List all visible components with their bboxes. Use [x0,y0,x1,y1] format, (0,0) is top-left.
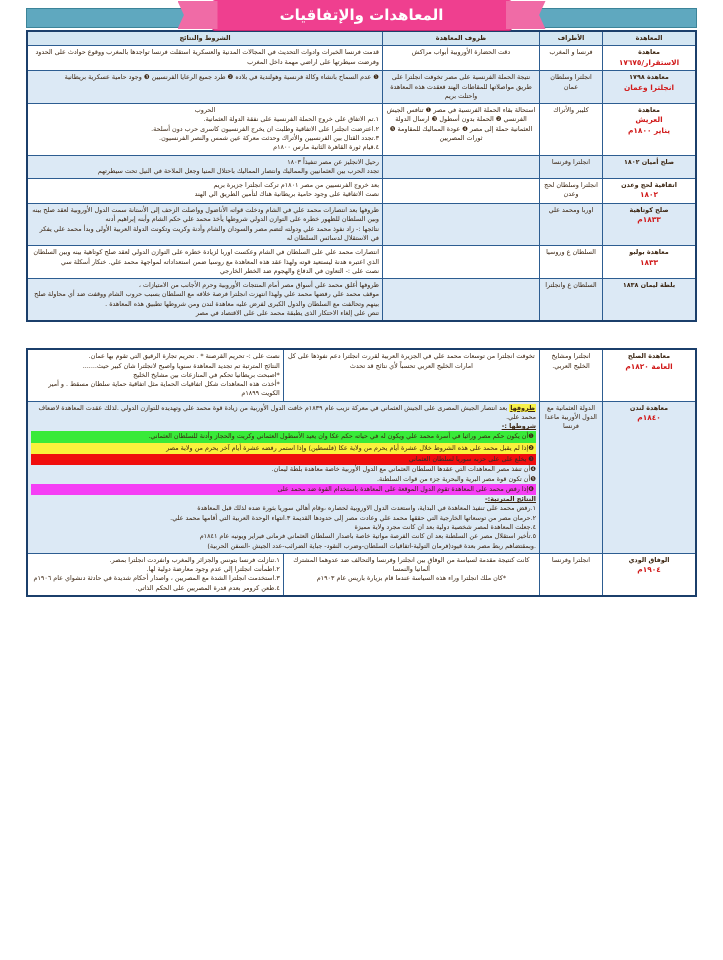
col-header-treaty: المعاهدة [603,31,697,46]
terms-heading: الحروب [194,106,216,115]
treaty-name-cell [603,71,697,104]
conditions-label: شروطها :- [501,422,536,431]
table-row [27,179,696,204]
treaty-name: معاهدة بولبو [629,248,669,257]
table1-header-row [27,31,696,46]
treaty-terms-cell: ❶ عدم السماح بانشاء وكالة فرنسية وهولندية في بلاده ❷ طرد جميع الرعايا الفرنسيين ❸ وجود حامية عسكرية بريطانية [27,71,383,104]
treaty-name: اتفاقية لحج وعدن [621,181,677,190]
table-row [27,553,696,596]
condition-item: ❸ يخلع على على حزبه سوريا لسلطان العثماني [31,454,536,465]
table-row [27,46,696,71]
treaty-name-sub: ١٨٠٢ [639,190,659,200]
ribbon [212,0,512,30]
treaty-parties-cell: اوربا ومحمد علي [540,204,603,246]
title-banner [0,0,723,30]
treaty-name-cell [603,46,697,71]
treaty-details-cell [27,401,540,553]
condition-item: ❻إذا رفض محمد على المعاهدة تقوم الدول الموقعة على المعاهدة باستخدام القوة ضد محمد على [31,484,536,495]
treaty-name-cell [603,349,697,401]
treaty-name-cell [603,279,697,322]
treaty-parties-cell: كليبر والأتراك [540,104,603,155]
treaty-name-sub: انجلترا وعمان [623,82,675,92]
treaty-name: بلطة ليمان ١٨٣٨ [622,281,676,290]
treaty-circumstances-cell [383,279,540,322]
treaty-terms-cell: رحيل الانجليز عن مصر تنفيذاً ١٨٠٣ تجدد الحرب بين العثمانيين والمماليك وانتصار المماليك باحتلال المنيا وجعل الملاحة في النيل تحت سيطرتهم [27,155,383,179]
table-row [27,155,696,179]
table-separator [0,322,723,348]
results-block: ١.رفض محمد على تنفيذ المعاهدة في البداية، واستعدت الدول الاوروبية لحصاره ،وقام أهالي سوريا بثورة ضده لذلك قبل المعاهدة ٢.حرمان مصر من توسعاتها الخارجية التي حققها محمد علي وعادت مصر إلى حدودها القديمة ٣.انتهاء الوحدة العربية التي أقامها محمد علي. ٤.جعلت المعاهدة لمصر شخصية دولية بعد ان كانت مجرد ولاية مميزة ٥.تأخير استقلال مصر عن السلطنة بعد ان كانت الفرصة مواتية خاصة باصدار السلطان العثماني فرمانى فبراير ويونيه عام ١٨٤١م .وبمقتضاهم ربط مصر بعدة قيود(فرمان التولية-اتفاقيات السلطان-وضرب النقود- جباية الضرائب-عدد الجيش -السفن الحربية) [170,504,536,550]
condition-item: ❺أن تكون قوة مصر البرية والبحرية جزء من قوات السلطنة. [376,474,536,483]
treaty-parties-cell: انجلترا وسلطان لحج وعدن [540,179,603,204]
treaty-name: معاهدة [638,106,660,115]
treaty-terms-cell: قدمت فرنسا الخبرات وادوات التحديث في المجالات المدنية والعسكرية استقلت فرنسا تواجدها بالمغرب ووقوع حوادث على الحدود وفرضت سيطرتها على اراضي مهمة داخل المغرب [27,46,383,71]
treaty-name-sub: الاستقرار/١٧٦٧٥ [618,57,680,67]
treaty-name-sub: العامة ١٨٢٠م [625,361,673,371]
treaty-name: صلح كوتاهية [629,206,669,215]
treaty-name-cell [603,401,697,553]
treaty-name-sub: ١٨٣٣ [639,257,659,267]
table1-header [27,31,696,46]
treaty-circumstances-cell [383,179,540,204]
treaty-parties-cell: الدولة العثمانية مع الدول الأوربية ماعدا فرنسا [540,401,603,553]
table-row [27,104,696,155]
treaty-circumstances-cell [383,246,540,279]
col-header-terms: الشروط والنتائج [27,31,383,46]
treaties-table-2 [26,348,697,597]
treaty-parties-cell: انجلترا وفرنسا [540,155,603,179]
treaty-circumstances-cell [383,155,540,179]
treaty-name-cell [603,155,697,179]
col-header-parties: الأطراف [540,31,603,46]
table-row [27,401,696,553]
treaty-parties-cell: فرنسا و المغرب [540,46,603,71]
treaties-table-1 [26,30,697,322]
page-title: المعاهدات والإتفاقيات [279,6,444,24]
treaty-circumstances-cell: دقت الحضارة الأوروبية أبواب مراكش [383,46,540,71]
treaty-terms-cell: الحروب ١.تم الاتفاق على خروج الحملة الفرنسية على نفقة الدولة العثمانية. ٢.اعترضت انجلترا على الاتفاقية وطلبت ان يخرج الفرنسيون كاسرى حرب دون أسلحة. ٣.تجدد القتال بين الفرنسيين والأتراك وحدثت معركة عين شمس والنصر الفرنسيون. ٤.قيام ثورة القاهرة الثانية مارس ١٨٠٠م [27,104,383,155]
treaty-name-cell [603,204,697,246]
treaty-name: الوفاق الودي [628,555,670,564]
table-row [27,71,696,104]
table-row [27,279,696,322]
table1-body [27,46,696,321]
circumstances-block: ظروفها بعد انتصار الجيش المصرى على الجيش العثماني في معركة نزيب عام ١٨٣٩م خافت الدول الأوربية من زيادة قوة محمد علي وتهديده للتوازن الدولي .لذلك عقدت المعاهدة لاضعاف محمد علي. [38,403,536,421]
treaty-parties-cell: السلطان ع وروسيا [540,246,603,279]
condition-item: ❷إذا لم يقبل محمد على هذه الشروط خلال عشرة أيام يحرم من ولاية عكا (فلسطين) وإذا استمر رفضه عشرة أيام آخر يحرم من ولاية مصر [31,443,536,454]
treaty-name: معاهدة لندن [629,403,669,412]
treaty-name-sub2: يناير ١٨٠٠م [628,126,670,136]
treaty-terms-cell: ظروفها بعد انتصارات محمد علي في الشام ودخلت قواته الأناضول وواصلت الزحف إلى الأستانة سمت الدول الأوروبية لعقد صلح بينه وبين السلطان للظهور خطره على التوازن الدولي شروطها يأخذ محمد علي حكم الشام وأبنه إبراهيم أدنه نتائجها :- زاد نفوذ محمد علي ودولته لتضم مصر والسودان والشام وأدنة وكريت وتكونت الدولة العربية الأولى وبدأ محمد علي يفكر في الاستقلال لدسائس السلطان له [27,204,383,246]
treaty-name: معاهدة ١٧٩٨ [629,73,669,82]
treaty-name-sub: ١٨٣٣م [637,215,661,225]
table-row [27,204,696,246]
treaty-circumstances-cell: تخوفت انجلترا من توسعات محمد علي في الجزيرة العربية لقررت انجلترا دعم نفوذها على كل امارات الخليج العربي تحسباً لأي نتائج قد تحدث [283,349,539,401]
treaty-terms-cell: بعد خروج الفرنسيين من مصر ١٨٠١م تركت انجلترا جزيرة بريم نصت الاتفاقية على وجود حامية بريطانية هناك لتأمين الطريق الي الهند [27,179,383,204]
treaty-name-sub: العريش [635,115,663,125]
table2-body [27,349,696,596]
condition-item: ❶أن يكون حكم مصر وراثيا في أسرة محمد علي ويكون له في حياته حكم عكا وان يعيد الأسطول العثماني وكريت والحجاز وأدنة للسلطان العثماني. [31,431,536,442]
table-row [27,349,696,401]
results-label: النتائج المترتبة:- [485,495,536,504]
treaty-terms-cell: ١.تنازلت فرنسا بتونس والجزائر والمغرب وانفردت انجلترا بمصر. ٢.اطمأنت انجلترا إلي عدم وجود معارضة دولية لها. ٣.استخدمت انجلترا الشدة مع المصريين ، واصدار أحكام شديدة في حادثة دنشواي عام ١٩٠٦م ٤.طعن كرومر بعدم قدرة المصريين على الحكم الذاتي. [27,553,283,596]
treaty-circumstances-cell: استحالة بقاء الحملة الفرنسية في مصر ❶ تنافس الجيش الفرنسي ❷ الحملة بدون أسطول ❸ ارسال الدولة العثمانية حملة إلى مصر ❹ عودة المماليك للمقاومة ❺ ثورات المصريين [383,104,540,155]
circumstances-label: ظروفها [510,403,535,412]
col-header-circumstances: ظروف المعاهدة [383,31,540,46]
treaty-name-cell [603,246,697,279]
treaty-circumstances-cell [383,204,540,246]
treaty-parties-cell: السلطان ع وانجلترا [540,279,603,322]
treaty-name: صلح أميان ١٨٠٢ [623,157,675,166]
treaty-name-cell [603,553,697,596]
treaty-name: معاهدة الصلح [627,352,671,361]
treaty-parties-cell: انجلترا وسلطان عمان [540,71,603,104]
treaty-terms-cell: ظروفها أغلق محمد علي أسواق مصر أمام المنتجات الأوروبية وحرم الأجانب من الامتيازات ، موقف محمد علي رفضها محمد علي ولهذا انتهزت انجلترا فرصة خلافه مع السلطان بسبب حروب الشام ووقفت ضد أي محاولة صلح بينهم وتحالفت مع السلطان والدول الكبرى لفرض عليه معاهدة لندن ومن شروطها تطبيق هذه المعاهدة . تنص على إلغاء الاحتكار الذى يطبقة محمد على على الاقتصاد في مصر [27,279,383,322]
treaty-name-sub: ١٩٠٤م [637,565,661,575]
table-row [27,246,696,279]
treaty-name-sub: ١٨٤٠م [637,412,661,422]
treaty-name-cell [603,104,697,155]
treaty-circumstances-cell: كانت كنتيجة مقدمة لسياسة من الوفاق بين انجلترا وفرنسا والتحالف ضد عدوهما المشترك ألمانيا والنمسا *كان ملك انجلترا وراء هذه السياسة عندما قام بزيارة باريس عام ١٩٠٣م [283,553,539,596]
treaty-name: معاهدة [638,48,660,57]
treaty-parties-cell: انجلترا ومشايخ الخليج العربي. [540,349,603,401]
treaty-terms-cell: انتصارات محمد علي على السلطان في الشام وعكست اوربا لزيادة خطره على التوازن الدولي لعقد صلح كوتاهية بينه وبين السلطان الذي اعتبره هدنة ليستعيد قوته ولهذا عقد هذه المعاهدة مع روسيا ضمن استعداداته لمواجهة محمد علي. خنكار أسكلة سي نصت على :- التعاون في الدفاع والهجوم ضد الخطر الخارجي [27,246,383,279]
treaty-name-cell [603,179,697,204]
treaty-circumstances-cell: نتيجة الحملة الفرنسية على مصر تخوفت انجلترا على طريق مواصلاتها للمقاطات الهند فعقدت هذه المعاهدة واحتلت بريم [383,71,540,104]
treaty-terms-cell: نصت على :- تحريم القرصنة * . تحريم تجارة الرقيق التي تقوم بها عمان. النتائج المترتبة تم تجديد المعاهدة سنويا واصبح لانجلترا شان كبير حيث....... *اصبحت بريطانيا تحكم في المنازعات بين مشايخ الخليج *أخذت هذه المعاهدات شكل اتفاقيات الحماية مثل اتفاقية حماية سلطان مسقط . و أمير الكويت ١٨٩٩م [27,349,283,401]
treaty-parties-cell: انجلترا وفرنسا [540,553,603,596]
condition-item: ❹أن تنفذ مصر المعاهدات التي عقدها السلطان العثماني مع الدول الأوربية خاصة معاهدة بلطة ليمان. [271,465,536,474]
